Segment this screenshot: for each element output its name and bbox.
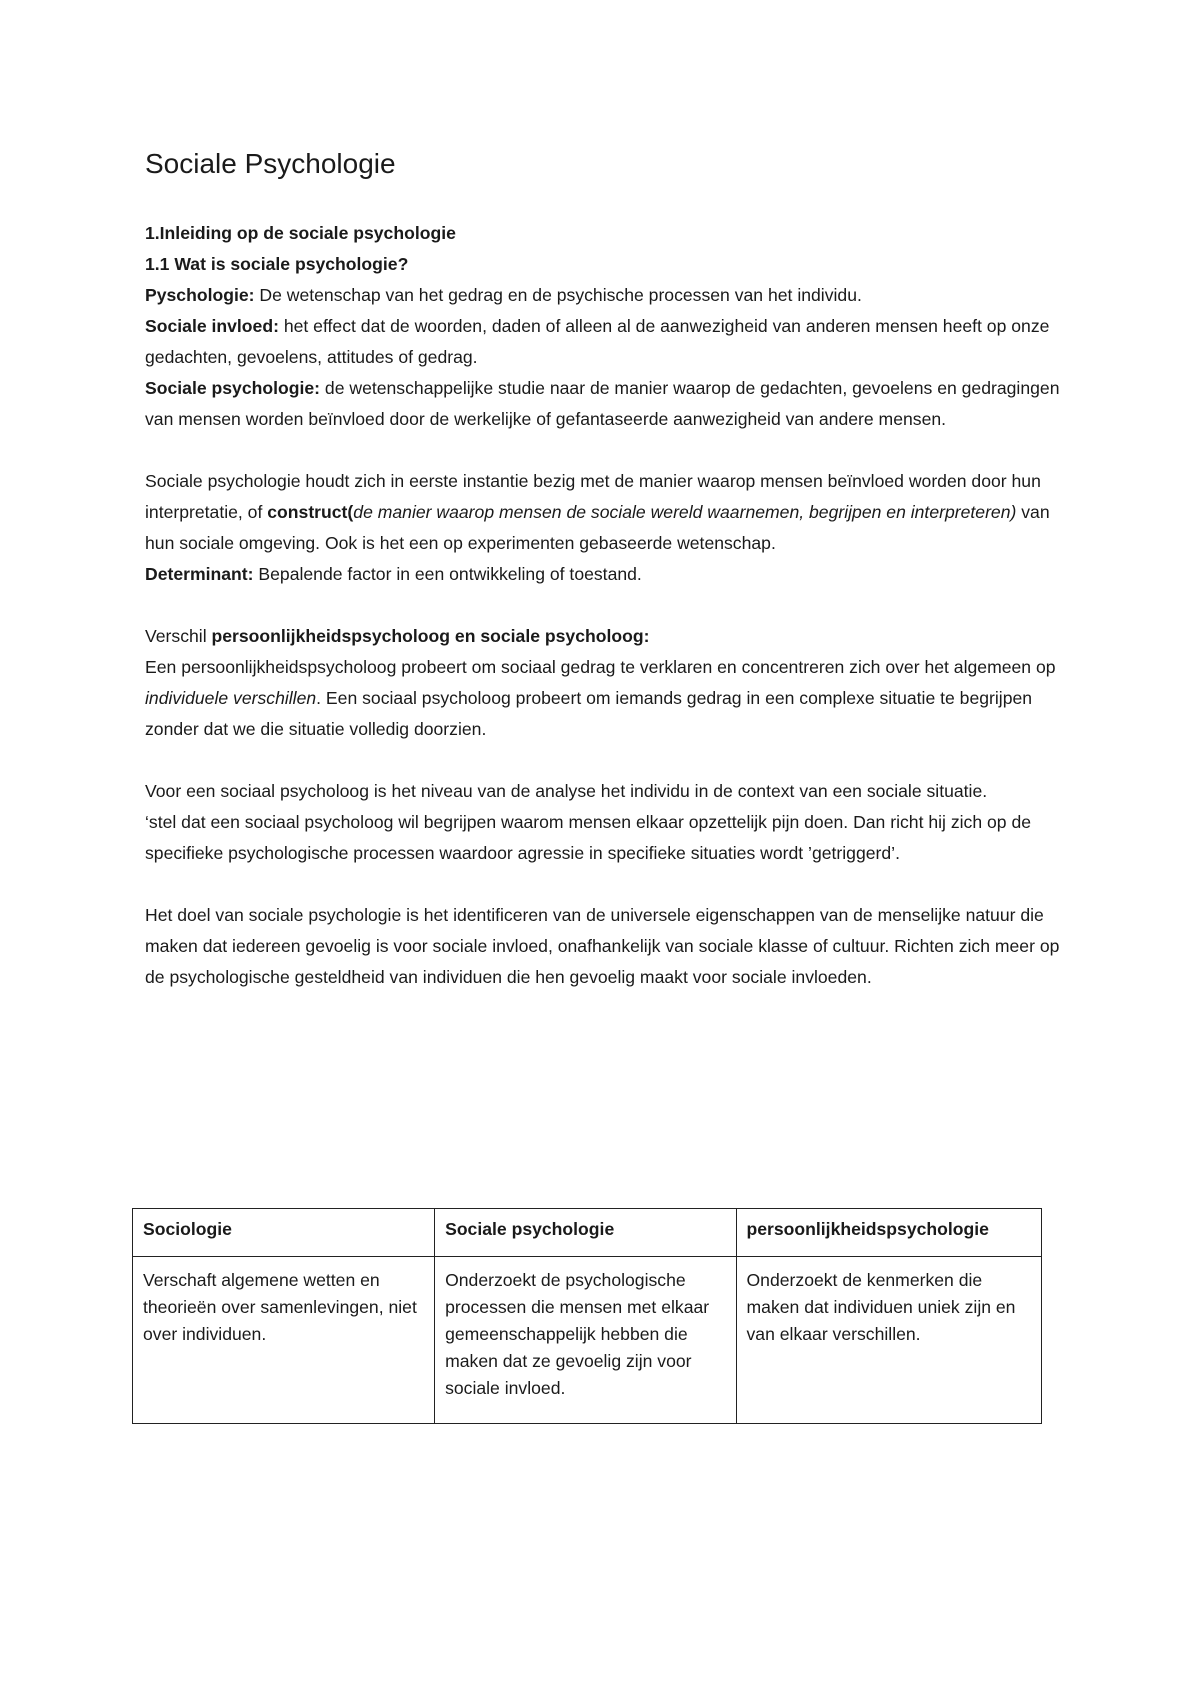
document-body (145, 146, 1065, 993)
heading-section-1: 1.Inleiding op de sociale psychologie (145, 223, 456, 243)
definition-determinant: Determinant: Bepalende factor in een ontwikkeling of toestand. (145, 564, 642, 584)
paragraph-doel: Het doel van sociale psychologie is het identificeren van de universele eigenschappen van de menselijke natuur die maken dat iedereen gevoelig is voor sociale invloed, onafhankelijk van sociale klasse of cultuur. Richten zich meer op de psychologische gesteldheid van individuen die hen gevoelig maakt voor sociale invloeden. (145, 905, 1060, 987)
definition-sociale-invloed: Sociale invloed: het effect dat de woorden, daden of alleen al de aanwezigheid van anderen mensen heeft op onze gedachten, gevoelens, attitudes of gedrag. (145, 316, 1050, 367)
table-header-cell: Sociale psychologie (435, 1209, 736, 1257)
paragraph-niveau: Voor een sociaal psycholoog is het niveau van de analyse het individu in de context van een sociale situatie. (145, 781, 988, 801)
definition-sociale-psychologie: Sociale psychologie: de wetenschappelijke studie naar de manier waarop de gedachten, gevoelens en gedragingen van mensen worden beïnvloed door de werkelijke of gefantaseerde aanwezigheid van andere mensen. (145, 378, 1060, 429)
table-cell: Onderzoekt de kenmerken die maken dat individuen uniek zijn en van elkaar verschillen. (736, 1257, 1042, 1424)
heading-section-1-1: 1.1 Wat is sociale psychologie? (145, 254, 409, 274)
table-header-row (133, 1209, 1042, 1257)
paragraph-quote: ‘stel dat een sociaal psycholoog wil begrijpen waarom mensen elkaar opzettelijk pijn doen. Dan richt hij zich op de specifieke psychologische processen waardoor agressie in specifieke situaties wordt ’getriggerd’. (145, 812, 1032, 863)
heading-verschil: Verschil persoonlijkheidspsycholoog en sociale psycholoog: (145, 626, 650, 646)
table-cell: Onderzoekt de psychologische processen die mensen met elkaar gemeenschappelijk hebben die maken dat ze gevoelig zijn voor sociale invloed. (435, 1257, 736, 1424)
table-header-cell: Sociologie (133, 1209, 435, 1257)
paragraph-construct: Sociale psychologie houdt zich in eerste instantie bezig met de manier waarop mensen beïnvloed worden door hun interpretatie, of construct(de manier waarop mensen de sociale wereld waarnemen, begrijpen en interpreteren) van hun sociale omgeving. Ook is het een op experimenten gebaseerde wetenschap. (145, 471, 1050, 553)
definition-psychologie: Pyschologie: De wetenschap van het gedrag en de psychische processen van het individu. (145, 285, 862, 305)
table-row (133, 1257, 1042, 1424)
table-header-cell: persoonlijkheidspsychologie (736, 1209, 1042, 1257)
paragraph-persoonlijkheid: Een persoonlijkheidspsycholoog probeert om sociaal gedrag te verklaren en concentreren zich over het algemeen op individuele verschillen. Een sociaal psycholoog probeert om iemands gedrag in een complexe situatie te begrijpen zonder dat we die situatie volledig doorzien. (145, 657, 1056, 739)
document-title: Sociale Psychologie (145, 148, 396, 179)
comparison-table (132, 1208, 1042, 1424)
table-cell: Verschaft algemene wetten en theorieën over samenlevingen, niet over individuen. (133, 1257, 435, 1424)
